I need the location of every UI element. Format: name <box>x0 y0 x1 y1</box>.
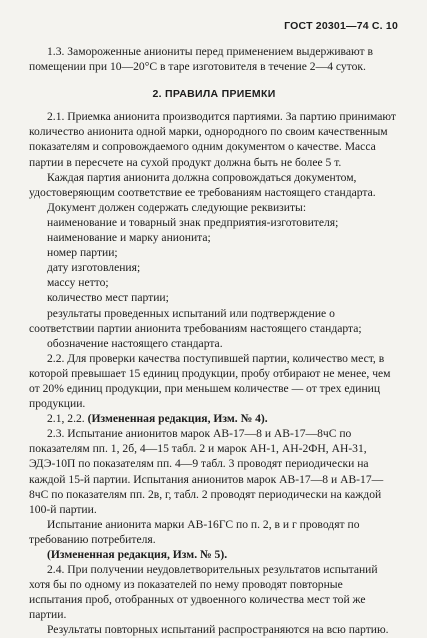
amendment-clauses: 2.1, 2.2. <box>47 412 88 426</box>
requisite-item: номер партии; <box>47 246 118 260</box>
requisite-item: результаты проведенных испытаний или подтверждение о соответствии партии анионита требованиям настоящего стандарта; <box>29 306 362 335</box>
paragraph-2-3: 2.3. Испытание анионитов марок АВ-17—8 и АВ-17—8чС по показателям пп. 1, 2б, 4—15 табл. 2 и марок АН-1, АН-2ФН, АН-31, ЭДЭ-10П по показателям пп. 4—9 табл. 3 проводят периодически на каждой 15-й партии. Испытания анионитов марок АВ-17—8 и АВ-17—8чС по показателям пп. 2в, г, табл. 2 проводят периодически на каждой 100-й партии. <box>29 427 384 516</box>
paragraph-document-requisites: Документ должен содержать следующие реквизиты: <box>47 200 307 214</box>
requisite-item: количество мест партии; <box>47 291 169 305</box>
amendment-note-5: (Измененная редакция, Изм. № 5). <box>47 548 228 561</box>
requisite-item: наименование и товарный знак предприятия-изготовителя; <box>47 215 339 229</box>
amendment-text: (Измененная редакция, Изм. № 4). <box>87 412 268 426</box>
paragraph-1-3: 1.3. Замороженные аниониты перед применением выдерживают в помещении при 10—20°С в таре изготовителя в течение 2—4 суток. <box>29 45 373 74</box>
paragraph-2-1: 2.1. Приемка анионита производится партиями. За партию принимают количество анионита одной марки, однородного по своим качественным показателям и сопровождаемого одним документом о качестве. Масса партии в пересчете на сухой продукт должна быть не более 5 т. <box>29 110 396 169</box>
page-header: ГОСТ 20301—74 С. 10 <box>284 20 398 32</box>
requisite-item: наименование и марку анионита; <box>47 231 211 245</box>
section-title: 2. ПРАВИЛА ПРИЕМКИ <box>152 88 276 101</box>
paragraph-av16gs: Испытание анионита марки АВ-16ГС по п. 2, в и г проводят по требованию потребителя. <box>29 517 360 546</box>
requisite-item: дату изготовления; <box>47 261 141 275</box>
requisite-item: массу нетто; <box>47 276 109 290</box>
paragraph-document: Каждая партия анионита должна сопровождаться документом, удостоверяющим соответствие ее требованиям настоящего стандарта. <box>29 170 376 199</box>
requisite-item: обозначение настоящего стандарта. <box>47 336 223 350</box>
document-body <box>29 44 399 638</box>
paragraph-repeat-results: Результаты повторных испытаний распространяются на всю партию. <box>47 623 389 637</box>
paragraph-2-2: 2.2. Для проверки качества поступившей партии, количество мест, в которой превышает 15 единиц продукции, пробу отбирают не менее, чем от 20% единиц продукции, при меньшем количестве — от трех единиц продукции. <box>29 351 391 411</box>
paragraph-2-4: 2.4. При получении неудовлетворительных результатов испытаний хотя бы по одному из показателей по нему проводят повторные испытания проб, отобранных от удвоенного количества мест той же партии. <box>29 563 378 622</box>
amendment-note-4 <box>29 411 399 426</box>
